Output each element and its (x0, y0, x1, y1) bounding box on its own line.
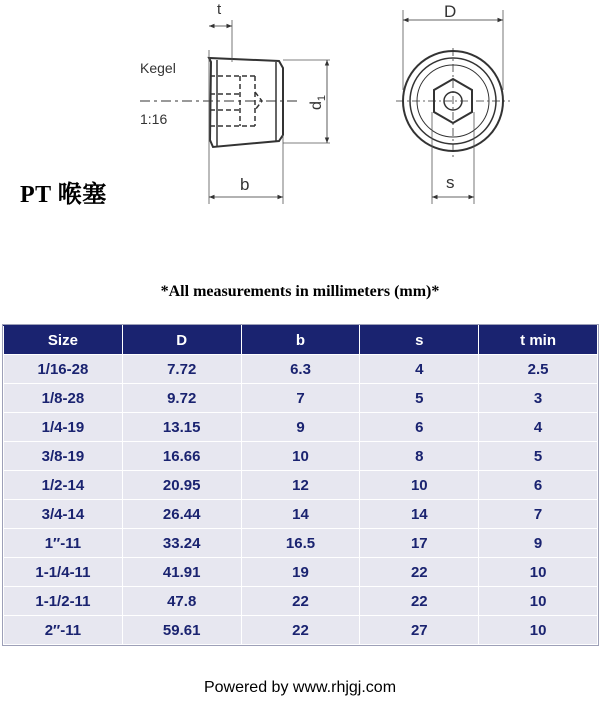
cell-t-min: 10 (479, 616, 598, 645)
table-row (4, 616, 598, 645)
table-row (4, 500, 598, 529)
cell-b: 22 (241, 616, 360, 645)
cell-size: 1-1/4-11 (4, 558, 123, 587)
dim-t-label: t (217, 1, 222, 18)
measurement-note: *All measurements in millimeters (mm)* (160, 283, 440, 300)
cell-d: 20.95 (122, 471, 241, 500)
dim-s-label: s (446, 173, 455, 192)
cell-size: 1-1/2-11 (4, 587, 123, 616)
cell-d: 26.44 (122, 500, 241, 529)
cell-t-min: 10 (479, 587, 598, 616)
cell-b: 6.3 (241, 355, 360, 384)
cell-s: 5 (360, 384, 479, 413)
cell-size: 1/4-19 (4, 413, 123, 442)
cell-size: 1/8-28 (4, 384, 123, 413)
cell-s: 4 (360, 355, 479, 384)
cell-s: 22 (360, 587, 479, 616)
cell-t-min: 9 (479, 529, 598, 558)
cell-b: 14 (241, 500, 360, 529)
table-row (4, 587, 598, 616)
cell-b: 16.5 (241, 529, 360, 558)
cell-s: 17 (360, 529, 479, 558)
cell-size: 3/8-19 (4, 442, 123, 471)
cell-t-min: 7 (479, 500, 598, 529)
cell-t-min: 6 (479, 471, 598, 500)
kegel-label: Kegel (140, 60, 176, 76)
cell-b: 10 (241, 442, 360, 471)
cell-size: 1″-11 (4, 529, 123, 558)
cell-b: 12 (241, 471, 360, 500)
cell-s: 10 (360, 471, 479, 500)
taper-label: 1:16 (140, 111, 168, 127)
side-view (140, 20, 330, 204)
col-header-b: b (241, 326, 360, 355)
cell-d: 33.24 (122, 529, 241, 558)
cell-d: 59.61 (122, 616, 241, 645)
col-header-d: D (122, 326, 241, 355)
table-row (4, 471, 598, 500)
table-header-row (4, 326, 598, 355)
cell-s: 22 (360, 558, 479, 587)
cell-d: 16.66 (122, 442, 241, 471)
col-header-t-min: t min (479, 326, 598, 355)
cell-t-min: 5 (479, 442, 598, 471)
table-row (4, 355, 598, 384)
cell-size: 2″-11 (4, 616, 123, 645)
cell-t-min: 3 (479, 384, 598, 413)
dim-d1-label: $d_1$ (308, 94, 328, 110)
col-header-size: Size (4, 326, 123, 355)
cell-d: 9.72 (122, 384, 241, 413)
table-row (4, 558, 598, 587)
table-row (4, 413, 598, 442)
spec-table (3, 325, 598, 645)
table-row (4, 529, 598, 558)
cell-size: 1/16-28 (4, 355, 123, 384)
cell-s: 27 (360, 616, 479, 645)
cell-s: 6 (360, 413, 479, 442)
col-header-s: s (360, 326, 479, 355)
cell-s: 8 (360, 442, 479, 471)
cell-b: 19 (241, 558, 360, 587)
table-row (4, 384, 598, 413)
dim-b-label: b (240, 175, 250, 194)
cell-s: 14 (360, 500, 479, 529)
cell-b: 7 (241, 384, 360, 413)
cell-d: 41.91 (122, 558, 241, 587)
cell-d: 13.15 (122, 413, 241, 442)
cell-b: 9 (241, 413, 360, 442)
cell-t-min: 10 (479, 558, 598, 587)
cell-d: 47.8 (122, 587, 241, 616)
cell-t-min: 2.5 (479, 355, 598, 384)
cell-d: 7.72 (122, 355, 241, 384)
cell-size: 1/2-14 (4, 471, 123, 500)
cell-b: 22 (241, 587, 360, 616)
footer-credit: Powered by www.rhjgj.com (203, 679, 397, 696)
dim-D-label: D (444, 2, 457, 21)
cell-t-min: 4 (479, 413, 598, 442)
product-title: PT 喉塞 (20, 182, 107, 208)
cell-size: 3/4-14 (4, 500, 123, 529)
table-row (4, 442, 598, 471)
